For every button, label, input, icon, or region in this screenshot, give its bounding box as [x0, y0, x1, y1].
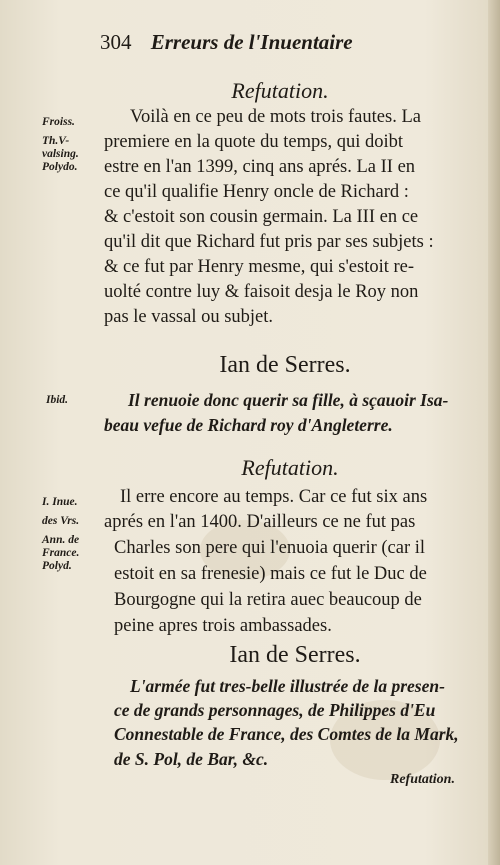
text-line: aprés en l'an 1400. D'ailleurs ce ne fut pas [104, 512, 416, 532]
margin-note-line: Polydo. [42, 161, 78, 173]
margin-note-line: Ann. de [42, 534, 80, 546]
page-number: 304 [100, 30, 132, 54]
margin-note-line: I. Inue. [42, 496, 78, 508]
margin-note [46, 394, 106, 407]
running-header [100, 30, 430, 55]
text-line: & ce fut par Henry mesme, qui s'estoit re- [104, 257, 415, 277]
page-edge [488, 0, 500, 865]
margin-note-line: Froiss. [42, 116, 75, 128]
text-line: L'armée fut tres-belle illustrée de la presen- [130, 676, 445, 696]
text-line: Charles son pere qui l'enuoia querir (car il [114, 538, 426, 558]
text-line: qu'il dit que Richard fut pris par ses subjets : [104, 232, 434, 252]
section-heading: Refutation. [231, 78, 329, 103]
text-line: peine apres trois ambassades. [114, 616, 332, 636]
text-line: Connestable de France, des Comtes de la Mark, [114, 724, 459, 744]
text-line: pas le vassal ou subjet. [104, 307, 274, 327]
section-heading: Ian de Serres. [229, 642, 361, 668]
text-line: uolté contre luy & faisoit desja le Roy non [104, 282, 419, 302]
margin-note [42, 496, 102, 573]
text-line: beau vefue de Richard roy d'Angleterre. [104, 415, 393, 435]
margin-note-line: Polyd. [42, 560, 72, 572]
text-line: ce qu'il qualifie Henry oncle de Richard : [104, 182, 409, 202]
margin-note-line: France. [42, 547, 80, 559]
margin-note-line: Ibid. [46, 394, 69, 406]
running-title: Erreurs de l'Inuentaire [150, 30, 353, 54]
text-line: Voilà en ce peu de mots trois fautes. La [130, 107, 421, 127]
text-line: ce de grands personnages, de Philippes d'Eu [114, 700, 436, 720]
text-line: estre en l'an 1399, cinq ans aprés. La II en [104, 157, 416, 177]
text-line: estoit en sa frenesie) mais ce fut le Duc de [114, 564, 427, 584]
text-line: Bourgogne qui la retira auec beaucoup de [114, 590, 422, 610]
text-line: premiere en la quote du temps, qui doibt [104, 132, 404, 152]
margin-note-line: Th.V- [42, 135, 70, 147]
margin-note [42, 116, 102, 174]
section-heading: Refutation. [241, 455, 339, 480]
margin-note-line: valsing. [42, 148, 79, 160]
section-heading: Ian de Serres. [219, 352, 351, 378]
text-line: Il renuoie donc querir sa fille, à sçauoir Isa- [128, 390, 449, 410]
text-line: de S. Pol, de Bar, &c. [114, 749, 269, 769]
margin-note-line: des Vrs. [42, 515, 80, 527]
text-line: & c'estoit son cousin germain. La III en ce [104, 207, 419, 227]
catchword: Refutation. [390, 772, 455, 787]
text-line: Il erre encore au temps. Car ce fut six ans [120, 487, 428, 507]
